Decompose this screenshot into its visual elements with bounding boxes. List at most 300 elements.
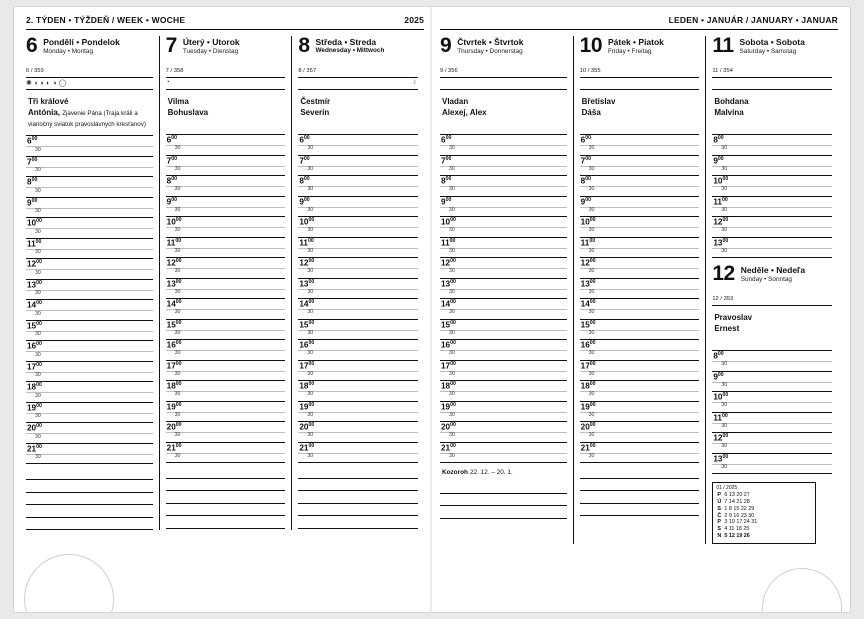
hour-row[interactable] (298, 361, 418, 382)
half-hour-divider (26, 187, 153, 188)
half-hour-label: 30 (588, 288, 595, 295)
hour-row[interactable] (712, 217, 832, 238)
hour-row[interactable] (166, 340, 286, 361)
day-header (166, 36, 286, 66)
half-hour-label: 30 (721, 361, 728, 368)
half-hour-divider (298, 330, 418, 331)
hour-row[interactable] (166, 279, 286, 300)
day-name-local: Pátek • Piatok (608, 37, 664, 47)
day-names (740, 36, 805, 55)
hour-row[interactable] (26, 198, 153, 219)
hour-label: $9^{00}$ (166, 196, 177, 207)
mini-calendar-dates[interactable]: 6 13 20 27 (724, 492, 750, 499)
hour-row[interactable] (26, 382, 153, 403)
hour-row[interactable] (26, 444, 153, 465)
half-hour-divider (712, 186, 832, 187)
half-hour-divider (440, 350, 567, 351)
hour-row[interactable] (26, 239, 153, 260)
half-hour-label: 30 (721, 463, 728, 470)
hour-row[interactable] (298, 156, 418, 177)
hour-row[interactable] (298, 299, 418, 320)
hour-grid-sunday[interactable] (712, 350, 832, 474)
half-hour-divider (580, 289, 700, 290)
day-name-intl: Thursday • Donnerstag (457, 48, 523, 55)
day-name-intl: Wednesday • Mittwoch (315, 47, 385, 54)
hour-row[interactable] (580, 135, 700, 156)
note-line[interactable] (298, 491, 418, 504)
hour-row[interactable] (580, 340, 700, 361)
half-hour-divider (298, 268, 418, 269)
moon-phase-note: ☽ (410, 80, 416, 86)
notes-lines[interactable] (26, 467, 153, 530)
day-of-year: 9 / 356 (440, 68, 458, 74)
note-line[interactable] (26, 493, 153, 506)
holiday-name: Pravoslav (714, 313, 753, 322)
half-hour-label: 30 (449, 268, 455, 275)
hour-label: $16^{00}$ (27, 341, 42, 352)
half-hour-label: 30 (307, 329, 314, 336)
hour-row[interactable] (26, 177, 153, 198)
note-line[interactable] (26, 467, 153, 480)
hour-row[interactable] (26, 280, 153, 301)
hour-row[interactable] (298, 258, 418, 279)
half-hour-divider (26, 228, 153, 229)
half-hour-divider (166, 350, 286, 351)
hour-row[interactable] (440, 279, 567, 300)
hour-row[interactable] (580, 217, 700, 238)
hour-row[interactable] (298, 320, 418, 341)
hour-grid[interactable] (26, 135, 153, 464)
note-line[interactable] (166, 479, 286, 492)
hour-row[interactable] (298, 238, 418, 259)
half-hour-divider (166, 248, 286, 249)
note-line[interactable] (26, 505, 153, 518)
hour-row[interactable] (440, 381, 567, 402)
half-hour-label: 30 (35, 372, 41, 379)
note-line[interactable] (440, 506, 567, 519)
note-line[interactable] (166, 466, 286, 479)
half-hour-divider (440, 453, 567, 454)
hour-row[interactable] (712, 176, 832, 197)
hour-row[interactable] (166, 422, 286, 443)
half-hour-divider (580, 432, 700, 433)
hour-row[interactable] (440, 422, 567, 443)
hour-row[interactable] (580, 381, 700, 402)
hour-row[interactable] (712, 392, 832, 413)
hour-grid[interactable] (580, 134, 700, 463)
half-hour-label: 30 (35, 413, 41, 420)
hour-row[interactable] (440, 320, 567, 341)
right-day-columns (440, 36, 838, 544)
hour-label: $12^{00}$ (441, 258, 456, 268)
half-hour-divider (712, 382, 832, 383)
half-hour-divider (26, 413, 153, 414)
hour-row[interactable] (298, 340, 418, 361)
half-hour-divider (440, 207, 567, 208)
notes-lines[interactable] (298, 466, 418, 529)
hour-row[interactable] (166, 197, 286, 218)
hour-row[interactable] (166, 299, 286, 320)
hour-row[interactable] (440, 443, 567, 464)
hour-row[interactable] (26, 362, 153, 383)
holiday-name: Tři králové (28, 97, 69, 106)
hour-row[interactable] (440, 258, 567, 279)
hour-row[interactable] (298, 176, 418, 197)
hour-row[interactable] (166, 217, 286, 238)
nameday-block (712, 90, 832, 134)
half-hour-label: 30 (35, 167, 41, 174)
day-names (741, 264, 805, 283)
hour-label: $17^{00}$ (166, 360, 182, 371)
day-column-monday[interactable] (26, 36, 159, 530)
half-hour-label: 30 (449, 145, 455, 152)
half-hour-label: 30 (588, 370, 595, 377)
hour-row[interactable] (166, 361, 286, 382)
mini-calendar-table (716, 492, 812, 539)
half-hour-label: 30 (174, 329, 181, 336)
day-name-intl: Sunday • Sonntag (740, 276, 792, 283)
nameday-block (580, 90, 700, 134)
hour-row[interactable] (712, 135, 832, 156)
hour-label: $12^{00}$ (299, 258, 315, 268)
hour-row[interactable] (712, 372, 832, 393)
day-number: 6 (26, 34, 38, 57)
hour-row[interactable] (298, 197, 418, 218)
mini-calendar[interactable] (712, 482, 816, 544)
mini-calendar-dates[interactable]: 7 14 21 28 (724, 499, 750, 505)
half-hour-divider (26, 372, 153, 373)
note-line[interactable] (298, 516, 418, 529)
hour-label: $13^{00}$ (27, 279, 42, 290)
hour-label: $20^{00}$ (441, 422, 456, 432)
mini-calendar-dates[interactable]: 4 11 18 25 (724, 526, 750, 532)
half-hour-divider (26, 167, 153, 168)
note-line[interactable] (580, 466, 700, 479)
hour-row[interactable] (712, 454, 832, 475)
hour-label: $20^{00}$ (299, 422, 315, 432)
hour-row[interactable] (166, 156, 286, 177)
half-hour-divider (580, 391, 700, 392)
hour-row[interactable] (440, 197, 567, 218)
half-hour-label: 30 (449, 186, 455, 193)
hour-row[interactable] (712, 197, 832, 218)
hour-row[interactable] (440, 238, 567, 259)
note-line[interactable] (580, 479, 700, 492)
day-column-friday[interactable] (573, 36, 706, 544)
hour-row[interactable] (580, 238, 700, 259)
hour-label: $9^{00}$ (299, 196, 310, 207)
half-hour-divider (712, 464, 832, 465)
half-hour-divider (440, 166, 567, 167)
half-hour-divider (298, 309, 418, 310)
half-hour-label: 30 (449, 288, 455, 295)
note-line[interactable] (166, 504, 286, 517)
notes-lines[interactable] (166, 466, 286, 529)
hour-grid[interactable] (298, 134, 418, 463)
hour-row[interactable] (26, 157, 153, 178)
half-hour-label: 30 (35, 249, 41, 256)
half-hour-label: 30 (588, 350, 595, 357)
half-hour-divider (580, 412, 700, 413)
note-line[interactable] (298, 479, 418, 492)
hour-row[interactable] (580, 197, 700, 218)
half-hour-label: 30 (174, 391, 181, 398)
hour-row[interactable] (712, 433, 832, 454)
hour-row[interactable] (298, 279, 418, 300)
nameday-block (440, 90, 567, 134)
half-hour-label: 30 (721, 145, 728, 152)
day-number: 7 (165, 34, 177, 57)
hour-row[interactable] (580, 176, 700, 197)
day-names (183, 36, 240, 55)
day-block-sunday[interactable] (712, 264, 832, 474)
note-line[interactable] (440, 481, 567, 494)
mini-calendar-row (716, 506, 812, 513)
left-day-columns (26, 36, 424, 530)
hour-row[interactable] (440, 156, 567, 177)
note-line[interactable] (580, 504, 700, 517)
hour-label: $20^{00}$ (580, 422, 596, 432)
hour-row[interactable] (580, 258, 700, 279)
hour-label: $15^{00}$ (166, 319, 182, 330)
nameday-name: Severín (300, 107, 330, 117)
hour-label: $9^{00}$ (713, 371, 724, 382)
half-hour-divider (166, 145, 286, 146)
hour-row[interactable] (440, 340, 567, 361)
half-hour-label: 30 (449, 411, 455, 418)
half-hour-divider (580, 207, 700, 208)
half-hour-divider (166, 268, 286, 269)
note-line[interactable] (298, 466, 418, 479)
hour-row[interactable] (26, 423, 153, 444)
half-hour-divider (166, 227, 286, 228)
day-of-year: 6 / 359 (26, 68, 44, 74)
notes-lines[interactable] (580, 466, 700, 516)
hour-row[interactable] (26, 218, 153, 239)
hour-row[interactable] (440, 402, 567, 423)
hour-row[interactable] (712, 413, 832, 434)
half-hour-label: 30 (588, 309, 595, 316)
half-hour-label: 30 (449, 370, 455, 377)
day-name-intl: Tuesday • Dienstag (182, 48, 239, 55)
hour-row[interactable] (440, 135, 567, 156)
hour-label: $10^{00}$ (441, 217, 456, 227)
hour-row[interactable] (166, 443, 286, 464)
hour-label: $16^{00}$ (441, 340, 456, 350)
half-hour-label: 30 (588, 165, 595, 172)
note-line[interactable] (440, 494, 567, 507)
hour-label: $9^{00}$ (713, 155, 724, 166)
hour-label: $20^{00}$ (166, 422, 182, 432)
mini-calendar-dates[interactable]: 3 10 17 24 31 (724, 519, 758, 526)
half-hour-divider (298, 145, 418, 146)
hour-row[interactable] (26, 300, 153, 321)
hour-row[interactable] (166, 238, 286, 259)
hour-row[interactable] (580, 361, 700, 382)
half-hour-label: 30 (307, 309, 314, 316)
day-of-year: 11 / 354 (712, 68, 733, 74)
hour-grid-saturday[interactable] (712, 134, 832, 258)
notes-lines[interactable] (440, 481, 567, 519)
half-hour-divider (580, 186, 700, 187)
hour-label: $8^{00}$ (166, 176, 177, 186)
day-names (316, 36, 385, 54)
day-column-weekend[interactable] (705, 36, 838, 544)
hour-label: $17^{00}$ (299, 360, 315, 371)
hour-row[interactable] (298, 402, 418, 423)
day-name-intl: Monday • Montag (43, 48, 94, 55)
half-hour-label: 30 (174, 350, 181, 357)
mini-calendar-dates[interactable]: 1 8 15 22 29 (724, 505, 755, 512)
half-hour-label: 30 (35, 454, 41, 461)
week-label: 2. TÝDEN • TÝŽDEŇ / WEEK • WOCHE (26, 15, 186, 25)
holiday-name: Břetislav (581, 97, 616, 106)
hour-row[interactable] (166, 320, 286, 341)
hour-row[interactable] (298, 217, 418, 238)
half-hour-divider (712, 145, 832, 146)
day-column-thursday[interactable] (440, 36, 573, 544)
half-hour-divider (298, 186, 418, 187)
half-hour-divider (26, 249, 153, 250)
hour-row[interactable] (166, 381, 286, 402)
mini-calendar-row (716, 533, 812, 540)
hour-row[interactable] (298, 135, 418, 156)
hour-row[interactable] (712, 156, 832, 177)
hour-row[interactable] (26, 321, 153, 342)
half-hour-divider (580, 309, 700, 310)
half-hour-divider (440, 289, 567, 290)
half-hour-divider (440, 391, 567, 392)
hour-row[interactable] (298, 381, 418, 402)
hour-row[interactable] (712, 238, 832, 259)
day-header (440, 36, 567, 66)
half-hour-label: 30 (449, 309, 455, 316)
nameday-block (712, 306, 832, 350)
mini-calendar-dates[interactable]: 5 12 19 26 (724, 532, 750, 539)
note-line[interactable] (26, 518, 153, 531)
half-hour-label: 30 (588, 452, 595, 459)
half-hour-label: 30 (588, 227, 595, 234)
hour-label: $21^{00}$ (299, 442, 315, 453)
half-hour-label: 30 (35, 351, 41, 358)
hour-label: $8^{00}$ (713, 135, 724, 145)
half-hour-label: 30 (35, 433, 41, 440)
half-hour-label: 30 (721, 247, 728, 254)
hour-row[interactable] (26, 403, 153, 424)
hour-label: $10^{00}$ (27, 218, 42, 229)
hour-row[interactable] (166, 402, 286, 423)
hour-label: $21^{00}$ (441, 442, 456, 453)
hour-label: $15^{00}$ (580, 319, 596, 330)
half-hour-divider (712, 248, 832, 249)
half-hour-divider (712, 166, 832, 167)
hour-row[interactable] (440, 299, 567, 320)
half-hour-divider (580, 330, 700, 331)
hour-row[interactable] (440, 361, 567, 382)
note-line[interactable] (26, 480, 153, 493)
hour-label: $21^{00}$ (166, 442, 182, 453)
hour-row[interactable] (298, 422, 418, 443)
note-line[interactable] (580, 491, 700, 504)
half-hour-label: 30 (721, 165, 728, 172)
hour-row[interactable] (580, 402, 700, 423)
half-hour-label: 30 (307, 370, 314, 377)
half-hour-divider (166, 412, 286, 413)
hour-label: $19^{00}$ (441, 401, 456, 412)
holiday-name: Čestmír (300, 97, 331, 106)
hour-row[interactable] (580, 320, 700, 341)
half-hour-label: 30 (588, 391, 595, 398)
hour-row[interactable] (712, 351, 832, 372)
hour-row[interactable] (440, 217, 567, 238)
half-hour-divider (712, 443, 832, 444)
hour-label: $18^{00}$ (166, 381, 182, 391)
half-hour-label: 30 (174, 186, 181, 193)
half-hour-divider (26, 351, 153, 352)
half-hour-divider (440, 412, 567, 413)
half-hour-label: 30 (307, 452, 314, 459)
note-line[interactable] (298, 504, 418, 517)
hour-label: $18^{00}$ (27, 382, 42, 393)
half-hour-label: 30 (721, 186, 728, 193)
hour-label: $7^{00}$ (299, 155, 310, 166)
hour-row[interactable] (26, 341, 153, 362)
hour-row[interactable] (26, 259, 153, 280)
hour-row[interactable] (26, 136, 153, 157)
note-line[interactable] (166, 516, 286, 529)
nameday-name: Bohuslava (167, 107, 209, 117)
half-hour-divider (166, 166, 286, 167)
hour-label: $8^{00}$ (441, 176, 452, 186)
hour-row[interactable] (298, 443, 418, 464)
hour-row[interactable] (166, 135, 286, 156)
half-hour-divider (440, 330, 567, 331)
day-column-wednesday[interactable] (291, 36, 424, 530)
half-hour-label: 30 (721, 422, 728, 429)
hour-row[interactable] (580, 279, 700, 300)
hour-row[interactable] (440, 176, 567, 197)
day-column-tuesday[interactable] (159, 36, 292, 530)
mini-calendar-dates[interactable]: 2 9 16 23 30 (724, 512, 755, 519)
half-hour-label: 30 (174, 206, 181, 213)
half-hour-label: 30 (35, 269, 41, 276)
half-hour-label: 30 (35, 146, 41, 153)
half-hour-divider (166, 309, 286, 310)
half-hour-label: 30 (449, 247, 455, 254)
hour-grid[interactable] (440, 134, 567, 463)
hour-row[interactable] (580, 422, 700, 443)
mini-calendar-weekday: S (717, 526, 721, 532)
hour-row[interactable] (166, 258, 286, 279)
day-of-year: 7 / 358 (165, 68, 184, 74)
moon-phase-row (166, 78, 286, 89)
hour-row[interactable] (580, 443, 700, 464)
hour-row[interactable] (580, 156, 700, 177)
half-hour-label: 30 (174, 247, 181, 254)
hour-row[interactable] (580, 299, 700, 320)
day-name-local: Pondělí • Pondelok (43, 37, 120, 47)
hour-label: $7^{00}$ (27, 156, 38, 167)
half-hour-label: 30 (721, 206, 728, 213)
hour-row[interactable] (166, 176, 286, 197)
page-corner-arc (762, 568, 842, 612)
note-line[interactable] (166, 491, 286, 504)
moon-phase-row (440, 78, 567, 89)
hour-grid[interactable] (166, 134, 286, 463)
hour-label: $7^{00}$ (580, 155, 591, 166)
nameday-name: Alexej, Alex (442, 107, 487, 117)
hour-label: $8^{00}$ (580, 176, 591, 186)
